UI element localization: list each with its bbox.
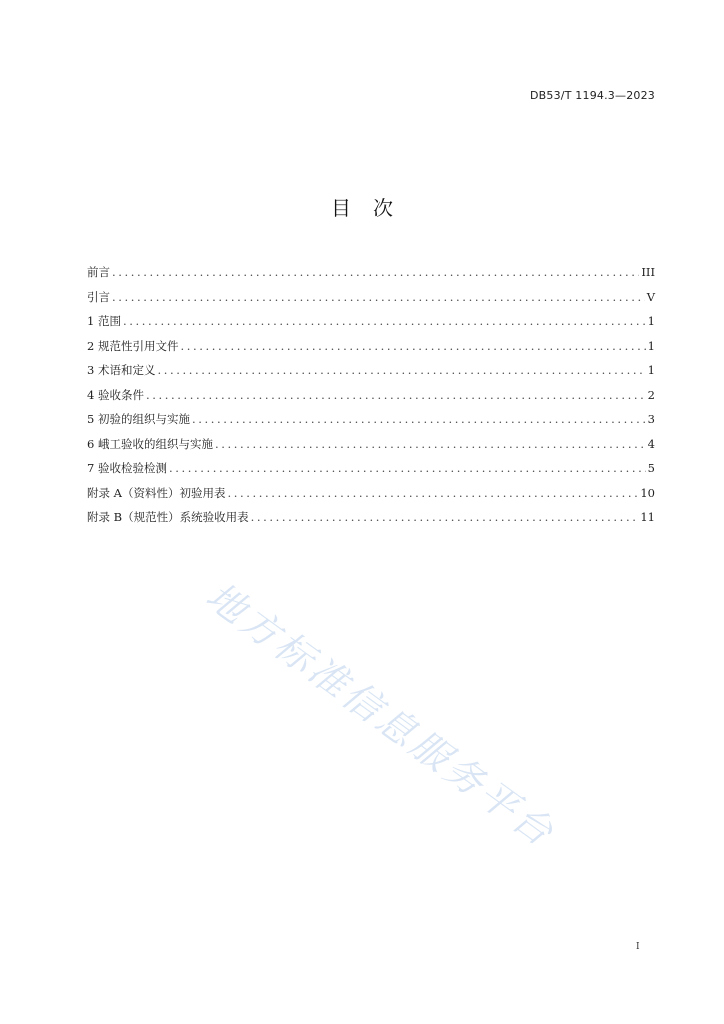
toc-dot-leader <box>146 385 646 405</box>
toc-dot-leader <box>123 311 646 331</box>
toc-dot-leader <box>215 434 646 454</box>
toc-entry-completion-acceptance[interactable] <box>87 434 655 459</box>
toc-entry-label: 附录 A（资料性）初验用表 <box>87 485 226 500</box>
toc-entry-label: 7 验收检验检测 <box>87 461 167 475</box>
toc-entry-preliminary-inspection[interactable] <box>87 409 655 434</box>
document-code: DB53/T 1194.3—2023 <box>529 89 655 102</box>
toc-dot-leader <box>112 262 639 282</box>
toc-entry-page: 1 <box>647 314 655 328</box>
toc-entry-normative-references[interactable] <box>87 336 655 361</box>
toc-entry-page: 1 <box>647 338 655 353</box>
table-of-contents <box>87 262 655 532</box>
toc-entry-label: 5 初验的组织与实施 <box>87 412 190 426</box>
toc-entry-terms-definitions[interactable] <box>87 360 655 385</box>
toc-title: 目次 <box>331 196 415 220</box>
toc-entry-label: 4 验收条件 <box>87 387 144 402</box>
toc-entry-page: 2 <box>647 387 655 402</box>
toc-entry-introduction[interactable] <box>87 287 655 312</box>
toc-dot-leader <box>227 483 638 503</box>
toc-entry-label: 前言 <box>87 265 110 279</box>
toc-entry-page: III <box>641 265 655 279</box>
toc-entry-page: 3 <box>647 412 655 426</box>
toc-entry-foreword[interactable] <box>87 262 655 287</box>
toc-dot-leader <box>157 360 645 380</box>
toc-entry-label: 3 术语和定义 <box>87 363 156 377</box>
toc-dot-leader <box>180 336 645 356</box>
page-number: I <box>636 942 640 952</box>
toc-entry-page: V <box>646 289 655 304</box>
toc-entry-page: 1 <box>647 363 655 377</box>
toc-entry-inspection-testing[interactable] <box>87 458 655 483</box>
toc-entry-page: 4 <box>647 436 655 451</box>
toc-entry-scope[interactable] <box>87 311 655 336</box>
toc-dot-leader <box>192 409 646 429</box>
toc-entry-label: 2 规范性引用文件 <box>87 338 179 353</box>
toc-entry-appendix-b[interactable] <box>87 507 655 532</box>
toc-entry-appendix-a[interactable] <box>87 483 655 508</box>
toc-dot-leader <box>251 507 639 527</box>
toc-entry-acceptance-conditions[interactable] <box>87 385 655 410</box>
toc-entry-label: 附录 B（规范性）系统验收用表 <box>87 510 249 524</box>
toc-entry-page: 5 <box>647 461 655 475</box>
toc-entry-label: 引言 <box>87 289 110 304</box>
toc-entry-label: 1 范围 <box>87 314 121 328</box>
toc-entry-page: 10 <box>640 485 655 500</box>
toc-dot-leader <box>169 458 646 478</box>
toc-dot-leader <box>112 287 645 307</box>
toc-entry-label: 6 峨工验收的组织与实施 <box>87 436 213 451</box>
toc-entry-page: 11 <box>640 510 655 524</box>
watermark: 地方标准信息服务平台 <box>198 573 564 857</box>
